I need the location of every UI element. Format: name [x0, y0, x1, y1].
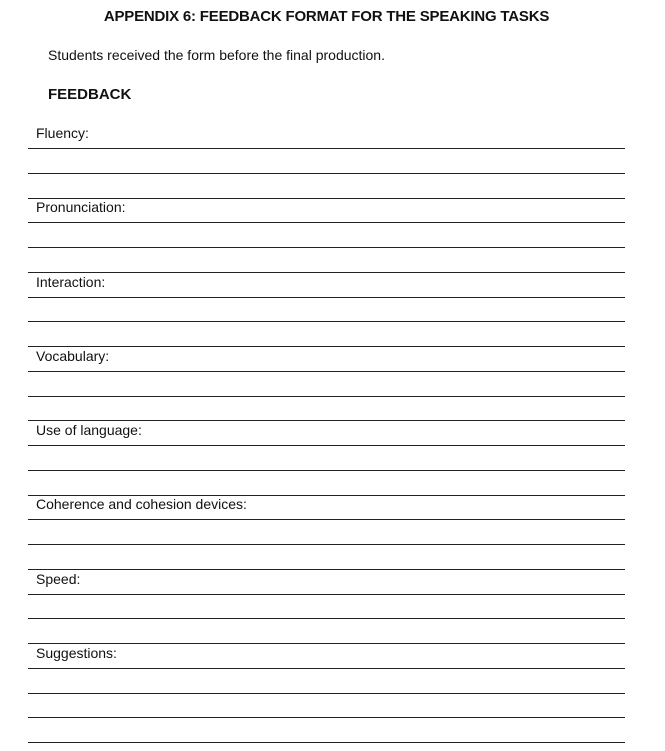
- writing-line[interactable]: [28, 742, 625, 743]
- document-title: APPENDIX 6: FEEDBACK FORMAT FOR THE SPEAKING TASKS: [103, 8, 550, 25]
- writing-line[interactable]: [28, 470, 625, 471]
- writing-line[interactable]: [28, 371, 625, 372]
- section-label: Vocabulary:: [36, 347, 110, 364]
- feedback-form: [28, 0, 625, 751]
- writing-line[interactable]: [28, 618, 625, 619]
- feedback-heading: FEEDBACK: [48, 86, 132, 103]
- writing-line[interactable]: [28, 544, 625, 545]
- writing-line[interactable]: [28, 346, 625, 347]
- writing-line[interactable]: [28, 594, 625, 595]
- writing-line[interactable]: [28, 222, 625, 223]
- writing-line[interactable]: [28, 643, 625, 644]
- writing-line[interactable]: [28, 297, 625, 298]
- section-label: Interaction:: [36, 273, 106, 290]
- writing-line[interactable]: [28, 148, 625, 149]
- section-label: Use of language:: [36, 422, 142, 438]
- section-label: Speed:: [36, 570, 81, 587]
- intro-text: Students received the form before the final production.: [48, 47, 385, 63]
- writing-line[interactable]: [28, 247, 625, 248]
- writing-line[interactable]: [28, 569, 625, 570]
- writing-line[interactable]: [28, 396, 625, 397]
- writing-line[interactable]: [28, 272, 625, 273]
- writing-line[interactable]: [28, 445, 625, 446]
- writing-line[interactable]: [28, 668, 625, 669]
- writing-line[interactable]: [28, 693, 625, 694]
- section-label: Coherence and cohesion devices:: [36, 496, 247, 513]
- section-label: Pronunciation:: [36, 199, 126, 216]
- writing-line[interactable]: [28, 717, 625, 718]
- section-label: Fluency:: [36, 125, 89, 141]
- writing-line[interactable]: [28, 321, 625, 322]
- writing-line[interactable]: [28, 173, 625, 174]
- section-label: Suggestions:: [36, 644, 117, 661]
- writing-line[interactable]: [28, 519, 625, 520]
